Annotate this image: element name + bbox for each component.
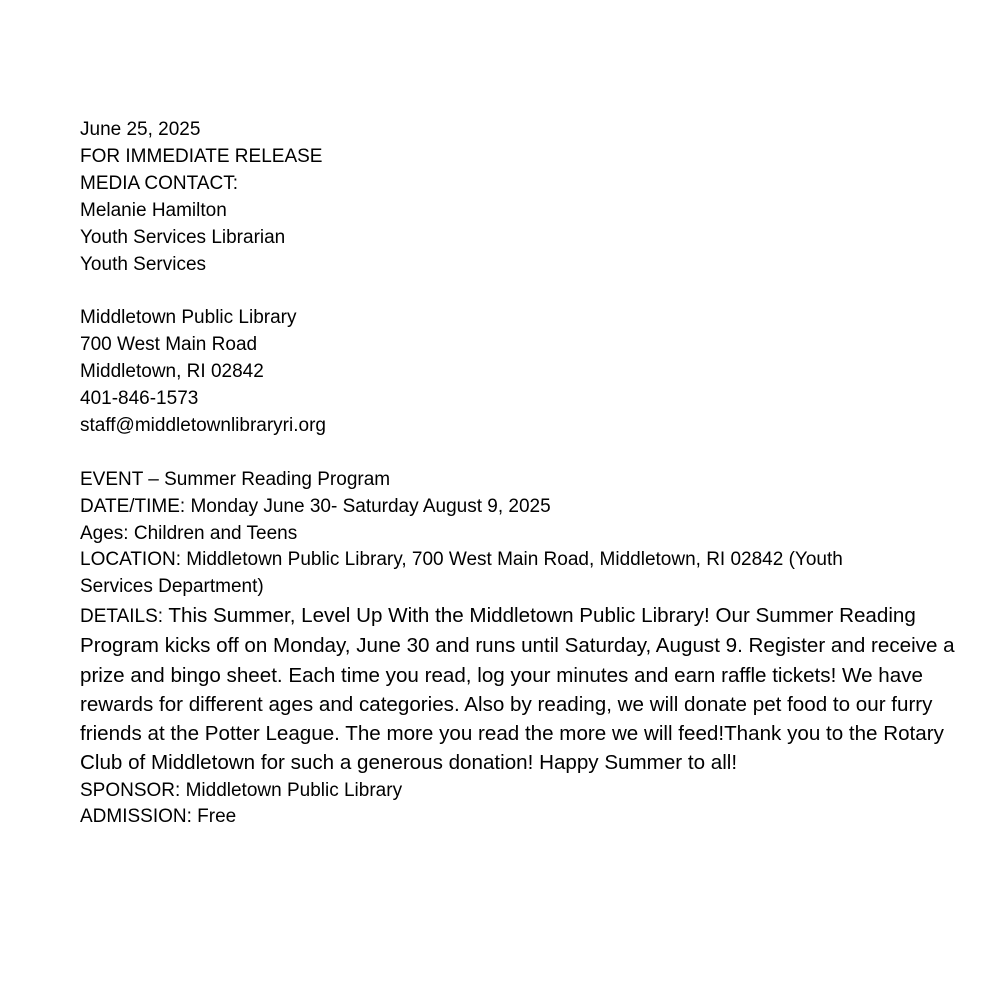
organization-city: Middletown, RI 02842 [80,361,264,383]
event-ages: Ages: Children and Teens [80,522,298,544]
press-release-document [80,117,960,831]
event-datetime: DATE/TIME: Monday June 30- Saturday August 9, 2025 [80,495,551,517]
spacer [80,278,960,305]
media-contact-label: MEDIA CONTACT: [80,172,238,194]
event-title: EVENT – Summer Reading Program [80,468,391,490]
contact-department: Youth Services [80,253,207,275]
organization-name: Middletown Public Library [80,307,297,329]
details-label: DETAILS: [80,606,164,628]
spacer [80,440,960,467]
details-text: This Summer, Level Up With the Middletown Public Library! Our Summer Reading Program kicks off on Monday, June 30 and runs until Saturday, August 9. Register and receive a prize and bingo sheet. Each time you read, log your minutes and earn raffle tickets! We have rewards for different ages and categories. Also by reading, we will donate pet food to our furry friends at the Potter League. The more you read the more we will feed!Thank you to the Rotary Club of Middletown for such a generous donation! Happy Summer to all! [80,604,955,775]
contact-title: Youth Services Librarian [80,226,286,248]
event-sponsor: SPONSOR: Middletown Public Library [80,779,403,801]
release-date: June 25, 2025 [80,119,201,140]
organization-email: staff@middletownlibraryri.org [80,414,326,436]
event-location: LOCATION: Middletown Public Library, 700 West Main Road, Middletown, RI 02842 (Youth Services Department) [80,549,843,598]
organization-phone: 401-846-1573 [80,388,199,410]
organization-street: 700 West Main Road [80,334,258,356]
event-details [80,601,960,777]
release-type: FOR IMMEDIATE RELEASE [80,145,323,167]
contact-name: Melanie Hamilton [80,199,227,221]
event-admission: ADMISSION: Free [80,806,237,828]
